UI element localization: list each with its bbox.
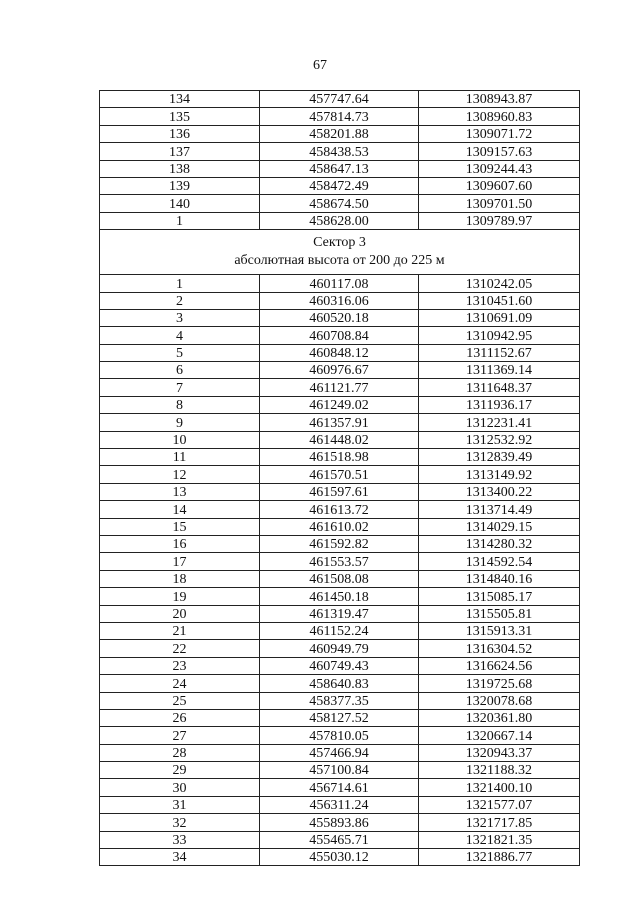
sector-title: Сектор 3: [313, 235, 366, 251]
y-coordinate-cell: 1312839.49: [419, 449, 580, 466]
table-row: [100, 518, 580, 535]
x-coordinate-cell: 458127.52: [260, 709, 419, 726]
table-row: [100, 727, 580, 744]
y-coordinate-cell: 1314592.54: [419, 553, 580, 570]
table-row: [100, 431, 580, 448]
table-body-previous-sector: [100, 91, 580, 230]
x-coordinate-cell: 457814.73: [260, 108, 419, 125]
table-row: [100, 449, 580, 466]
y-coordinate-cell: 1316304.52: [419, 640, 580, 657]
y-coordinate-cell: 1321821.35: [419, 831, 580, 848]
table-row: [100, 379, 580, 396]
y-coordinate-cell: 1309789.97: [419, 212, 580, 229]
table-row: [100, 212, 580, 229]
x-coordinate-cell: 458628.00: [260, 212, 419, 229]
y-coordinate-cell: 1313714.49: [419, 501, 580, 518]
y-coordinate-cell: 1309701.50: [419, 195, 580, 212]
point-number-cell: 136: [100, 125, 260, 142]
table-row: [100, 849, 580, 866]
y-coordinate-cell: 1310242.05: [419, 275, 580, 292]
table-row: [100, 160, 580, 177]
x-coordinate-cell: 456714.61: [260, 779, 419, 796]
x-coordinate-cell: 461121.77: [260, 379, 419, 396]
y-coordinate-cell: 1311152.67: [419, 344, 580, 361]
y-coordinate-cell: 1309244.43: [419, 160, 580, 177]
point-number-cell: 31: [100, 796, 260, 813]
point-number-cell: 22: [100, 640, 260, 657]
point-number-cell: 21: [100, 622, 260, 639]
y-coordinate-cell: 1315913.31: [419, 622, 580, 639]
x-coordinate-cell: 461448.02: [260, 431, 419, 448]
x-coordinate-cell: 457466.94: [260, 744, 419, 761]
sector-header-row: [100, 230, 580, 275]
table-row: [100, 414, 580, 431]
y-coordinate-cell: 1314840.16: [419, 570, 580, 587]
x-coordinate-cell: 455465.71: [260, 831, 419, 848]
y-coordinate-cell: 1308943.87: [419, 91, 580, 108]
x-coordinate-cell: 461570.51: [260, 466, 419, 483]
point-number-cell: 29: [100, 762, 260, 779]
x-coordinate-cell: 457100.84: [260, 762, 419, 779]
x-coordinate-cell: 461450.18: [260, 588, 419, 605]
point-number-cell: 34: [100, 849, 260, 866]
table-row: [100, 309, 580, 326]
x-coordinate-cell: 461597.61: [260, 483, 419, 500]
point-number-cell: 33: [100, 831, 260, 848]
y-coordinate-cell: 1315505.81: [419, 605, 580, 622]
point-number-cell: 24: [100, 675, 260, 692]
x-coordinate-cell: 455893.86: [260, 814, 419, 831]
point-number-cell: 137: [100, 143, 260, 160]
point-number-cell: 17: [100, 553, 260, 570]
y-coordinate-cell: 1321188.32: [419, 762, 580, 779]
table-row: [100, 553, 580, 570]
x-coordinate-cell: 460316.06: [260, 292, 419, 309]
table-row: [100, 466, 580, 483]
x-coordinate-cell: 460848.12: [260, 344, 419, 361]
point-number-cell: 15: [100, 518, 260, 535]
y-coordinate-cell: 1320667.14: [419, 727, 580, 744]
table-row: [100, 177, 580, 194]
y-coordinate-cell: 1321717.85: [419, 814, 580, 831]
x-coordinate-cell: 460117.08: [260, 275, 419, 292]
point-number-cell: 8: [100, 396, 260, 413]
x-coordinate-cell: 461613.72: [260, 501, 419, 518]
y-coordinate-cell: 1310942.95: [419, 327, 580, 344]
y-coordinate-cell: 1314029.15: [419, 518, 580, 535]
point-number-cell: 11: [100, 449, 260, 466]
point-number-cell: 20: [100, 605, 260, 622]
x-coordinate-cell: 457810.05: [260, 727, 419, 744]
x-coordinate-cell: 461553.57: [260, 553, 419, 570]
y-coordinate-cell: 1321886.77: [419, 849, 580, 866]
y-coordinate-cell: 1314280.32: [419, 535, 580, 552]
y-coordinate-cell: 1313149.92: [419, 466, 580, 483]
table-row: [100, 831, 580, 848]
point-number-cell: 3: [100, 309, 260, 326]
table-row: [100, 292, 580, 309]
x-coordinate-cell: 460949.79: [260, 640, 419, 657]
point-number-cell: 19: [100, 588, 260, 605]
y-coordinate-cell: 1316624.56: [419, 657, 580, 674]
sector-header-cell: [100, 230, 580, 275]
x-coordinate-cell: 458472.49: [260, 177, 419, 194]
y-coordinate-cell: 1311648.37: [419, 379, 580, 396]
x-coordinate-cell: 458640.83: [260, 675, 419, 692]
table-row: [100, 709, 580, 726]
y-coordinate-cell: 1312532.92: [419, 431, 580, 448]
x-coordinate-cell: 461357.91: [260, 414, 419, 431]
x-coordinate-cell: 455030.12: [260, 849, 419, 866]
table-row: [100, 570, 580, 587]
table-row: [100, 762, 580, 779]
table-row: [100, 362, 580, 379]
x-coordinate-cell: 461592.82: [260, 535, 419, 552]
point-number-cell: 18: [100, 570, 260, 587]
table-row: [100, 814, 580, 831]
x-coordinate-cell: 461508.08: [260, 570, 419, 587]
y-coordinate-cell: 1312231.41: [419, 414, 580, 431]
y-coordinate-cell: 1321577.07: [419, 796, 580, 813]
table-row: [100, 396, 580, 413]
y-coordinate-cell: 1321400.10: [419, 779, 580, 796]
y-coordinate-cell: 1319725.68: [419, 675, 580, 692]
table-row: [100, 605, 580, 622]
x-coordinate-cell: 461610.02: [260, 518, 419, 535]
y-coordinate-cell: 1310451.60: [419, 292, 580, 309]
y-coordinate-cell: 1308960.83: [419, 108, 580, 125]
table-row: [100, 675, 580, 692]
x-coordinate-cell: 458377.35: [260, 692, 419, 709]
y-coordinate-cell: 1309607.60: [419, 177, 580, 194]
x-coordinate-cell: 458674.50: [260, 195, 419, 212]
point-number-cell: 135: [100, 108, 260, 125]
point-number-cell: 30: [100, 779, 260, 796]
x-coordinate-cell: 458647.13: [260, 160, 419, 177]
table-row: [100, 125, 580, 142]
point-number-cell: 4: [100, 327, 260, 344]
table-body-sector-3: [100, 275, 580, 866]
table-row: [100, 483, 580, 500]
point-number-cell: 26: [100, 709, 260, 726]
point-number-cell: 13: [100, 483, 260, 500]
x-coordinate-cell: 461319.47: [260, 605, 419, 622]
y-coordinate-cell: 1320078.68: [419, 692, 580, 709]
table-body-sector-header: [100, 230, 580, 275]
point-number-cell: 25: [100, 692, 260, 709]
point-number-cell: 10: [100, 431, 260, 448]
table-row: [100, 143, 580, 160]
coordinates-table: [99, 90, 580, 866]
x-coordinate-cell: 457747.64: [260, 91, 419, 108]
point-number-cell: 9: [100, 414, 260, 431]
point-number-cell: 139: [100, 177, 260, 194]
table-row: [100, 588, 580, 605]
table-row: [100, 195, 580, 212]
table-row: [100, 779, 580, 796]
point-number-cell: 134: [100, 91, 260, 108]
table-row: [100, 91, 580, 108]
y-coordinate-cell: 1320361.80: [419, 709, 580, 726]
x-coordinate-cell: 461249.02: [260, 396, 419, 413]
table-row: [100, 501, 580, 518]
x-coordinate-cell: 456311.24: [260, 796, 419, 813]
x-coordinate-cell: 461152.24: [260, 622, 419, 639]
y-coordinate-cell: 1311936.17: [419, 396, 580, 413]
table-row: [100, 657, 580, 674]
table-row: [100, 327, 580, 344]
point-number-cell: 2: [100, 292, 260, 309]
sector-subtitle: абсолютная высота от 200 до 225 м: [234, 253, 445, 269]
table-row: [100, 622, 580, 639]
y-coordinate-cell: 1313400.22: [419, 483, 580, 500]
x-coordinate-cell: 460749.43: [260, 657, 419, 674]
page-number: 67: [313, 58, 327, 73]
x-coordinate-cell: 460520.18: [260, 309, 419, 326]
y-coordinate-cell: 1311369.14: [419, 362, 580, 379]
x-coordinate-cell: 458201.88: [260, 125, 419, 142]
table-row: [100, 744, 580, 761]
table-row: [100, 108, 580, 125]
x-coordinate-cell: 460708.84: [260, 327, 419, 344]
table-row: [100, 796, 580, 813]
table-row: [100, 640, 580, 657]
x-coordinate-cell: 461518.98: [260, 449, 419, 466]
table-row: [100, 692, 580, 709]
table-row: [100, 275, 580, 292]
point-number-cell: 27: [100, 727, 260, 744]
x-coordinate-cell: 458438.53: [260, 143, 419, 160]
point-number-cell: 5: [100, 344, 260, 361]
point-number-cell: 28: [100, 744, 260, 761]
point-number-cell: 6: [100, 362, 260, 379]
y-coordinate-cell: 1309157.63: [419, 143, 580, 160]
y-coordinate-cell: 1315085.17: [419, 588, 580, 605]
point-number-cell: 12: [100, 466, 260, 483]
point-number-cell: 7: [100, 379, 260, 396]
table-row: [100, 535, 580, 552]
point-number-cell: 23: [100, 657, 260, 674]
y-coordinate-cell: 1320943.37: [419, 744, 580, 761]
point-number-cell: 32: [100, 814, 260, 831]
y-coordinate-cell: 1309071.72: [419, 125, 580, 142]
point-number-cell: 16: [100, 535, 260, 552]
point-number-cell: 138: [100, 160, 260, 177]
y-coordinate-cell: 1310691.09: [419, 309, 580, 326]
point-number-cell: 1: [100, 212, 260, 229]
point-number-cell: 1: [100, 275, 260, 292]
point-number-cell: 14: [100, 501, 260, 518]
point-number-cell: 140: [100, 195, 260, 212]
table-row: [100, 344, 580, 361]
x-coordinate-cell: 460976.67: [260, 362, 419, 379]
